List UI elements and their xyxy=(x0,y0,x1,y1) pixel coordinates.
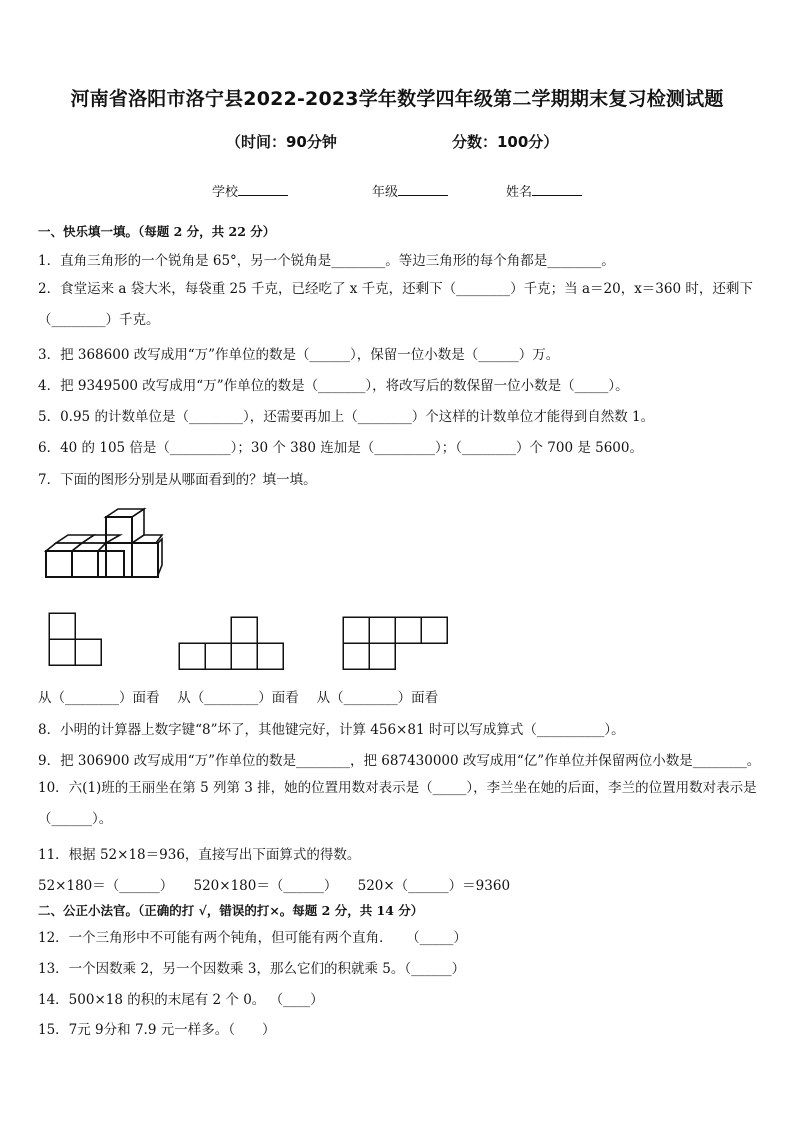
question-15: 15．7元 9分和 7.9 元一样多。（ ） xyxy=(38,1022,276,1038)
school-label: 学校 xyxy=(212,185,239,200)
view-3-figure xyxy=(340,614,450,670)
view-2-figure xyxy=(176,614,286,670)
school-blank[interactable] xyxy=(238,183,288,196)
question-2: 2．食堂运来 a 袋大米，每袋重 25 千克，已经吃了 x 千克，还剩下（________）千克；当 a＝20，x＝360 时，还剩下（________）千克。 xyxy=(38,281,753,328)
question-1: 1．直角三角形的一个锐角是 65°，另一个锐角是________。等边三角形的每个角都是________。 xyxy=(38,253,615,269)
name-field[interactable] xyxy=(506,181,582,200)
question-8: 8．小明的计算器上数字键“8”坏了，其他键完好，计算 456×81 时可以写成算式（__________）。 xyxy=(38,722,625,738)
question-12: 12．一个三角形中不可能有两个钝角，但可能有两个直角． （_____） xyxy=(38,930,467,946)
question-5: 5．0.95 的计数单位是（________），还需要再加上（________）个这样的计数单位才能得到自然数 1。 xyxy=(38,409,655,425)
grade-blank[interactable] xyxy=(398,183,448,196)
question-3: 3．把 368600 改写成用“万”作单位的数是（______），保留一位小数是（______）万。 xyxy=(38,347,560,363)
question-9: 9．把 306900 改写成用“万”作单位的数是________，把 687430000 改写成用“亿”作单位并保留两位小数是________。 xyxy=(38,753,761,769)
cube-figure xyxy=(40,505,170,583)
view-1-figure xyxy=(46,610,106,668)
question-13: 13．一个因数乘 2，另一个因数乘 3，那么它们的积就乘 5。（______） xyxy=(38,961,466,977)
question-7-views: 从（________）面看 从（________）面看 从（________）面看 xyxy=(38,690,439,706)
grade-field[interactable] xyxy=(372,181,448,200)
section-2-heading: 二、公正小法官。（正确的打 √，错误的打×。每题 2 分，共 14 分） xyxy=(38,903,424,918)
question-11: 11．根据 52×18＝936，直接写出下面算式的得数。 xyxy=(38,847,361,863)
question-10: 10．六(1)班的王丽坐在第 5 列第 3 排，她的位置用数对表示是（_____），李兰坐在她的后面，李兰的位置用数对表示是（______）。 xyxy=(38,780,757,827)
exam-score: 分数：100分） xyxy=(452,133,559,151)
school-field[interactable] xyxy=(212,181,288,200)
name-blank[interactable] xyxy=(532,183,582,196)
question-6: 6．40 的 105 倍是（_________）；30 个 380 连加是（_________）；（________）个 700 是 5600。 xyxy=(38,440,643,456)
grade-label: 年级 xyxy=(372,185,399,200)
question-14: 14．500×18 的积的末尾有 2 个 0。 （____） xyxy=(38,992,324,1008)
section-1-heading: 一、快乐填一填。（每题 2 分，共 22 分） xyxy=(38,224,276,239)
name-label: 姓名 xyxy=(506,185,533,200)
exam-title: 河南省洛阳市洛宁县2022-2023学年数学四年级第二学期期末复习检测试题 xyxy=(70,88,724,110)
question-4: 4．把 9349500 改写成用“万”作单位的数是（_______），将改写后的数保留一位小数是（_____）。 xyxy=(38,378,629,394)
question-7: 7．下面的图形分别是从哪面看到的？填一填。 xyxy=(38,472,317,488)
question-11-parts: 52×180＝（______） 520×180＝（______） 520×（______）＝9360 xyxy=(38,878,511,894)
exam-time: （时间：90分钟 xyxy=(226,133,337,151)
